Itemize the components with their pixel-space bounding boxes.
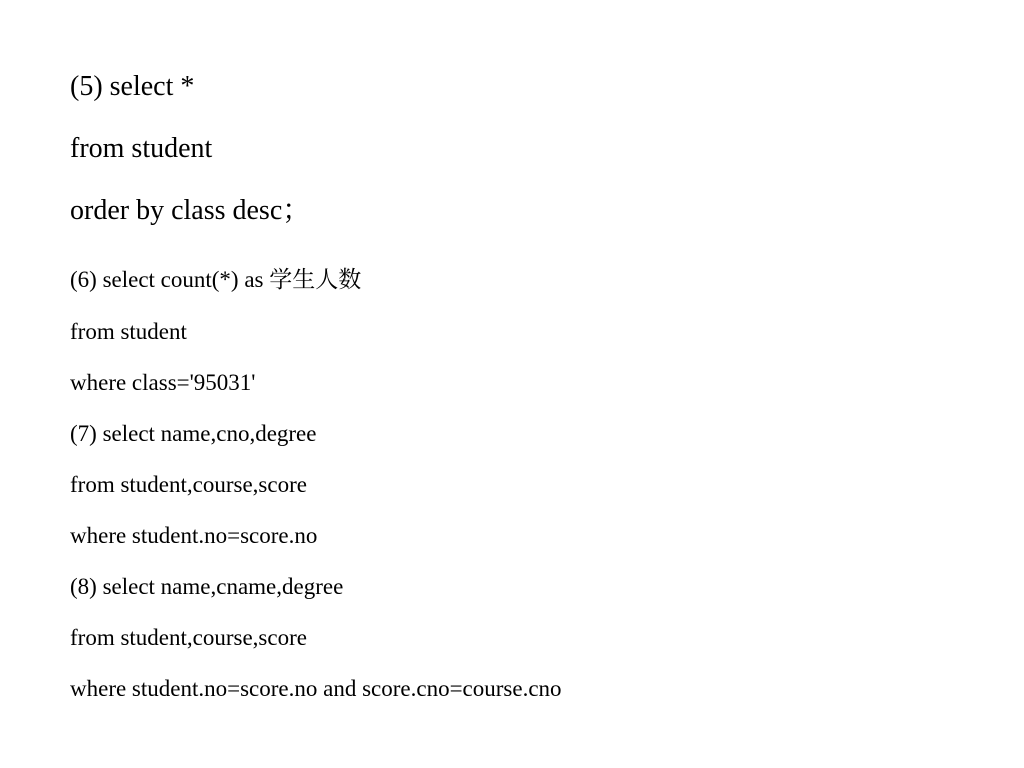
- query8-line-2: from student,course,score: [70, 625, 307, 650]
- query8-line-3: where student.no=score.no and score.cno=course.cno: [70, 676, 562, 701]
- query5-line-1: (5) select *: [70, 71, 195, 102]
- query5-line-2: from student: [70, 133, 213, 164]
- query7-line-3: where student.no=score.no: [70, 523, 318, 548]
- query6-line-2: from student: [70, 319, 187, 344]
- query7-line-1: (7) select name,cno,degree: [70, 421, 317, 446]
- query6-line-3: where class='95031': [70, 370, 256, 395]
- query5-line-3: order by class desc；: [70, 195, 311, 226]
- query7-line-2: from student,course,score: [70, 472, 307, 497]
- query8-line-1: (8) select name,cname,degree: [70, 574, 344, 599]
- query6-line-1: (6) select count(*) as 学生人数: [70, 267, 362, 292]
